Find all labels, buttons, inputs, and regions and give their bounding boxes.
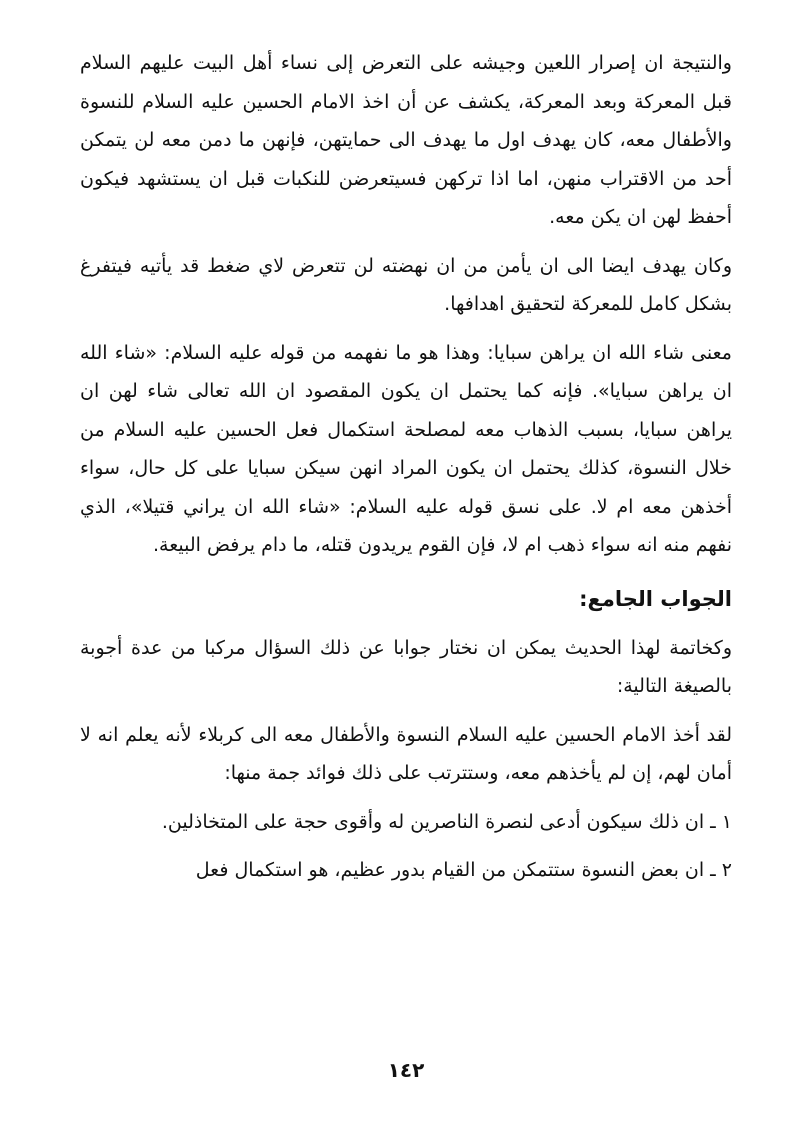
spacer: [80, 841, 732, 851]
spacer: [80, 793, 732, 803]
section-heading: الجواب الجامع:: [579, 586, 732, 611]
paragraph-1: والنتيجة ان إصرار اللعين وجيشه على التعرض إلى نساء أهل البيت عليهم السلام قبل المعركة وبعد المعركة، يكشف عن أن اخذ الامام الحسين عليه السلام للنسوة والأطفال معه، كان يهدف اول ما يهدف الى حمايتهن، فإنهن ما دمن معه لن يتمكن أحد من الاقتراب منهن، اما اذا تركهن فسيتعرضن للنكبات قبل ان يستشهد فيكون أحفظ لهن ان يكن معه.: [80, 52, 732, 228]
spacer: [80, 237, 732, 247]
spacer: [80, 706, 732, 716]
paragraph-3: معنى شاء الله ان يراهن سبايا: وهذا هو ما نفهمه من قوله عليه السلام: «شاء الله ان يراهن سبايا». فإنه كما يحتمل ان يكون المقصود ان الله تعالى شاء لهن ان يراهن سبايا، بسبب الذهاب معه لمصلحة استكمال فعل الحسين عليه السلام من خلال النسوة، كذلك يحتمل ان يكون المراد انهن سيكن سبايا على كل حال، سواء أخذهن معه ام لا. على نسق قوله عليه السلام: «شاء الله ان يراني قتيلا»، الذي نفهم منه انه سواء ذهب ام لا، فإن القوم يريدون قتله، ما دام يرفض البيعة.: [80, 341, 732, 556]
spacer: [80, 565, 732, 579]
spacer: [80, 324, 732, 334]
list-item-2: ٢ ـ ان بعض النسوة ستتمكن من القيام بدور عظيم، هو استكمال فعل: [195, 859, 732, 881]
paragraph-2: وكان يهدف ايضا الى ان يأمن من ان نهضته لن تتعرض لاي ضغط قد يأتيه فيتفرغ بشكل كامل للمعركة لتحقيق اهدافها.: [80, 254, 732, 315]
list-item-1: ١ ـ ان ذلك سيكون أدعى لنصرة الناصرين له وأقوى حجة على المتخاذلين.: [161, 810, 732, 833]
spacer: [80, 619, 732, 629]
paragraph-5: لقد أخذ الامام الحسين عليه السلام النسوة والأطفال معه الى كربلاء لأنه يعلم انه لا أمان لهم، إن لم يأخذهم معه، وستترتب على ذلك فوائد جمة منها:: [80, 723, 732, 784]
paragraph-4: وكخاتمة لهذا الحديث يمكن ان نختار جوابا عن ذلك السؤال مركبا من عدة أجوبة بالصيغة التالية:: [80, 636, 732, 697]
page-number: ١٤٢: [387, 1058, 425, 1082]
